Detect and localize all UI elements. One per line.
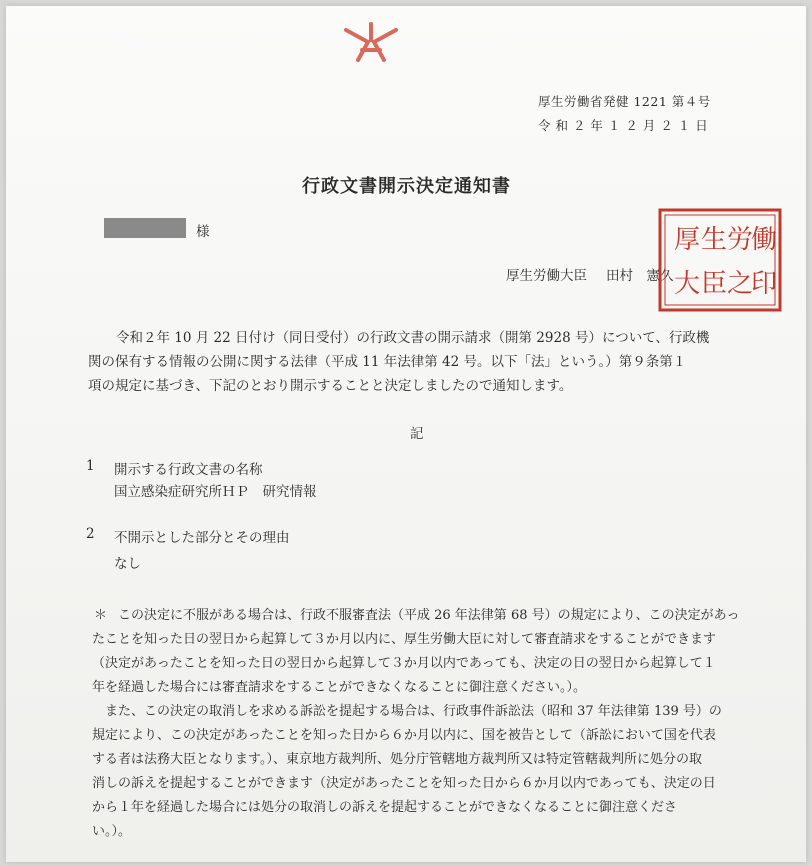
- redacted-recipient-name: [104, 218, 186, 238]
- notice-line: （決定があったことを知った日の翌日から起算して３か月以内であっても、決定の日の翌日から起算して１: [92, 656, 716, 671]
- notice-line: この決定に不服がある場合は、行政不服審査法（平成 26 年法律第 68 号）の規定により、この決定があっ: [118, 608, 740, 623]
- notice-line: する者は法務大臣となります。）、東京地方裁判所、処分庁管轄地方裁判所又は特定管轄裁判所に処分の取: [92, 752, 702, 767]
- item-heading: 開示する行政文書の名称: [114, 462, 263, 478]
- document-number: 厚生労働省発健 1221 第４号: [538, 94, 711, 109]
- item-heading: 不開示とした部分とその理由: [114, 530, 290, 546]
- document-date: 令 和 ２ 年 １ ２ 月 ２ １ 日: [538, 118, 709, 133]
- seal-char: 厚: [673, 225, 701, 255]
- item-number: 1: [86, 458, 95, 474]
- intro-line: 項の規定に基づき、下記のとおり開示することと決定しましたので通知します。: [88, 378, 573, 394]
- intro-line: 関の保有する情報の公開に関する法律（平成 11 年法律第 42 号。以下「法」という。）第９条第１: [88, 354, 687, 370]
- item-content: なし: [114, 556, 141, 572]
- sender-name: 田村 憲久: [606, 268, 674, 284]
- sender-position: 厚生労働大臣: [506, 268, 587, 284]
- item-content: 国立感染症研究所ＨＰ 研究情報: [114, 484, 317, 500]
- document-title: 行政文書開示決定通知書: [302, 176, 511, 197]
- recipient-honorific: 様: [196, 224, 210, 240]
- seal-char: 労: [726, 225, 754, 255]
- seal-char: 之: [726, 269, 754, 299]
- document-page: [6, 6, 806, 862]
- seal-char: 生: [700, 225, 728, 255]
- seal-char: 働: [750, 225, 778, 255]
- notice-line: い。）。: [92, 824, 132, 839]
- intro-line: 令和２年 10 月 22 日付け（同日受付）の行政文書の開示請求（開第 2928 号）について、行政機: [116, 330, 710, 346]
- notice-line: たことを知った日の翌日から起算して３か月以内に、厚生労働大臣に対して審査請求をすることができます: [92, 632, 717, 647]
- seal-char: 大: [673, 269, 701, 299]
- notice-line: 年を経過した場合には審査請求をすることができなくなることに御注意ください。）。: [92, 680, 587, 695]
- notice-asterisk: ＊: [94, 608, 108, 623]
- seal-char: 臣: [700, 269, 728, 299]
- item-number: 2: [86, 526, 95, 542]
- notice-line: 消しの訴えを提起することができます（決定があったことを知った日から６か月以内であっても、決定の日: [92, 776, 716, 791]
- ministry-mark-icon: [336, 20, 406, 64]
- notice-line: また、この決定の取消しを求める訴訟を提起する場合は、行政事件訴訟法（昭和 37 年法律第 139 号）の: [92, 704, 722, 719]
- seal-char: 印: [750, 269, 778, 299]
- notice-line: 規定により、この決定があったことを知った日から６か月以内に、国を被告として（訴訟において国を代表: [92, 728, 716, 743]
- ki-heading: 記: [410, 426, 424, 442]
- official-seal-icon: [654, 204, 786, 316]
- notice-line: から１年を経過した場合には処分の取消しの訴えを提起することができなくなることに御注意くださ: [92, 800, 678, 815]
